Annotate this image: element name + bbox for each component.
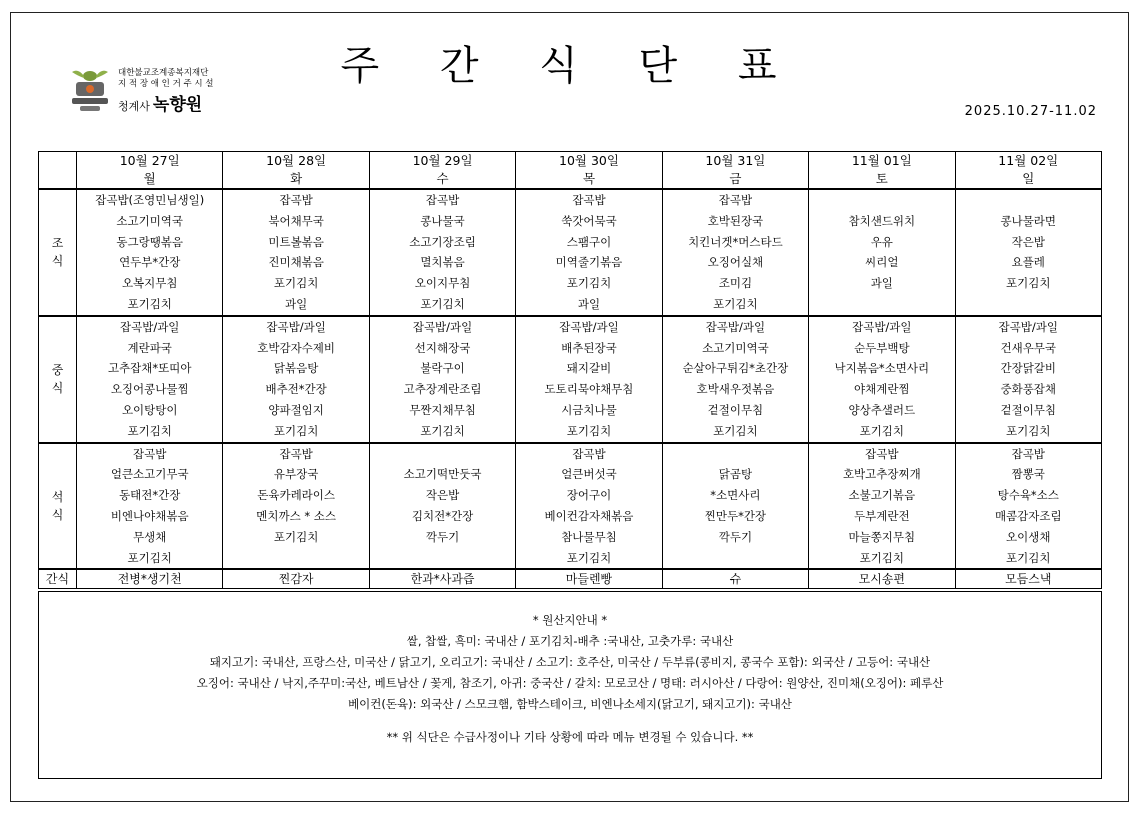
menu-item: 야채계란찜 bbox=[854, 382, 910, 397]
menu-item: 두부계란전 bbox=[854, 508, 910, 523]
menu-item: 호박된장국 bbox=[707, 213, 764, 228]
menu-change-note: ** 위 식단은 수급사정이나 기타 상황에 따라 메뉴 변경될 수 있습니다. ** bbox=[386, 730, 754, 744]
day-header bbox=[516, 152, 662, 190]
day-header bbox=[955, 152, 1101, 190]
menu-item bbox=[809, 294, 954, 315]
menu-item: 우유 bbox=[870, 234, 893, 249]
menu-item: 호박고추장찌개 bbox=[842, 467, 921, 482]
menu-item: 잡곡밥 bbox=[279, 446, 313, 461]
menu-item: 간장닭갈비 bbox=[1000, 361, 1057, 376]
menu-item: 포기김치 bbox=[859, 423, 905, 438]
menu-cell bbox=[77, 189, 223, 316]
menu-item: 포기김치 bbox=[420, 423, 465, 438]
menu-cell bbox=[77, 443, 223, 570]
menu-item: 진미채볶음 bbox=[268, 255, 324, 270]
menu-item: 포기김치 bbox=[1006, 423, 1051, 438]
menu-item: 포기김치 bbox=[420, 296, 465, 311]
day-weekday: 토 bbox=[875, 171, 888, 186]
logo-name-small: 청계사 bbox=[118, 100, 150, 113]
menu-item: 장어구이 bbox=[566, 488, 612, 503]
menu-item: 중화풍잡채 bbox=[1000, 382, 1057, 397]
menu-item: 잡곡밥/과일 bbox=[266, 319, 326, 334]
menu-item: 매콤감자조림 bbox=[994, 508, 1062, 523]
menu-item: 양파절임지 bbox=[268, 402, 324, 417]
menu-item: 깍두기 bbox=[718, 529, 753, 544]
menu-item: 미트볼볶음 bbox=[268, 234, 324, 249]
day-date: 10월 27일 bbox=[119, 153, 180, 168]
menu-item: 소고기장조림 bbox=[409, 234, 476, 249]
menu-cell bbox=[809, 443, 955, 570]
menu-item: 포기김치 bbox=[713, 423, 758, 438]
menu-item: 콩나물국 bbox=[420, 213, 465, 228]
meal-label-char: 중 bbox=[51, 363, 64, 378]
menu-item: 짬뽕국 bbox=[1011, 467, 1045, 482]
menu-item: 북어채무국 bbox=[268, 213, 324, 228]
menu-cell bbox=[662, 316, 808, 443]
snack-row bbox=[39, 569, 1102, 589]
menu-item: 낙지볶음*소면사리 bbox=[834, 361, 930, 376]
menu-item: 순살아구튀김*초간장 bbox=[682, 361, 789, 376]
menu-item: 양상추샐러드 bbox=[848, 402, 916, 417]
menu-cell bbox=[77, 316, 223, 443]
breakfast-row bbox=[39, 189, 1102, 316]
menu-item: 참치샌드위치 bbox=[848, 213, 916, 228]
menu-item: 순두부백탕 bbox=[854, 340, 910, 355]
menu-cell bbox=[369, 443, 515, 570]
menu-item: 멸치볶음 bbox=[420, 255, 465, 270]
date-range: 2025.10.27-11.02 bbox=[964, 104, 1097, 119]
menu-item: 잡곡밥/과일 bbox=[998, 319, 1058, 334]
menu-item: 돈육카레라이스 bbox=[257, 488, 336, 503]
menu-cell bbox=[662, 443, 808, 570]
menu-item: 호박감자수제비 bbox=[257, 340, 336, 355]
menu-item: 마늘쫑지무침 bbox=[848, 529, 916, 544]
logo-name-big: 녹향원 bbox=[152, 95, 203, 115]
menu-item: 돼지갈비 bbox=[566, 361, 612, 376]
menu-item: 오이지무침 bbox=[414, 276, 471, 291]
meal-label-char: 식 bbox=[51, 381, 64, 396]
menu-item: 무생채 bbox=[133, 529, 167, 544]
meal-label-char: 식 bbox=[51, 507, 64, 522]
menu-item: 소고기떡만둣국 bbox=[403, 467, 482, 482]
menu-item: 멘치까스 * 소스 bbox=[256, 508, 336, 523]
meal-label-char: 석 bbox=[51, 489, 64, 504]
day-header bbox=[223, 152, 369, 190]
menu-item: 동태전*간장 bbox=[119, 488, 181, 503]
menu-item: 오징어콩나물찜 bbox=[110, 382, 189, 397]
menu-item: 잡곡밥/과일 bbox=[120, 319, 180, 334]
menu-cell bbox=[809, 189, 955, 316]
snack-cell: 슈 bbox=[662, 569, 808, 589]
snack-cell: 한과*사과즙 bbox=[369, 569, 515, 589]
menu-item: 불락구이 bbox=[420, 361, 465, 376]
menu-item: 작은밥 bbox=[1011, 234, 1045, 249]
menu-item: 고추잡채*또띠아 bbox=[107, 361, 192, 376]
menu-item: 미역줄기볶음 bbox=[555, 255, 623, 270]
menu-item: 스팸구이 bbox=[566, 234, 612, 249]
menu-cell bbox=[955, 189, 1101, 316]
menu-item: 깍두기 bbox=[425, 529, 460, 544]
day-date: 11월 02일 bbox=[998, 153, 1059, 168]
origin-title: * 원산지안내 * bbox=[532, 613, 608, 627]
lunch-row bbox=[39, 316, 1102, 443]
menu-item: 치킨너겟*머스타드 bbox=[688, 234, 783, 249]
day-date: 10월 31일 bbox=[705, 153, 766, 168]
menu-item: 닭곰탕 bbox=[718, 467, 753, 482]
menu-item: 포기김치 bbox=[273, 423, 319, 438]
menu-item: 포기김치 bbox=[127, 296, 172, 311]
menu-item: 연두부*간장 bbox=[119, 255, 181, 270]
day-weekday: 일 bbox=[1022, 171, 1035, 186]
menu-item: 건새우무국 bbox=[1000, 340, 1057, 355]
menu-item: 비엔나야채볶음 bbox=[110, 508, 189, 523]
day-header bbox=[662, 152, 808, 190]
day-weekday: 월 bbox=[143, 171, 156, 186]
menu-item: 오복지무침 bbox=[121, 276, 178, 291]
menu-item: 소고기미역국 bbox=[702, 340, 769, 355]
origin-info-box bbox=[38, 591, 1102, 779]
menu-item: 잡곡밥/과일 bbox=[852, 319, 912, 334]
menu-item: 잡곡밥/과일 bbox=[559, 319, 619, 334]
menu-item: 포기김치 bbox=[1006, 550, 1051, 565]
meal-label-breakfast bbox=[39, 189, 77, 316]
day-date: 11월 01일 bbox=[851, 153, 912, 168]
menu-item: 얼큰소고기무국 bbox=[110, 467, 189, 482]
menu-item: 잡곡밥(조영민님생일) bbox=[95, 193, 205, 207]
menu-item: 잡곡밥 bbox=[718, 193, 753, 207]
menu-item: 배추전*간장 bbox=[265, 382, 327, 397]
menu-item: 선지해장국 bbox=[414, 340, 471, 355]
menu-item: 포기김치 bbox=[127, 550, 172, 565]
logo-org-line2: 지 적 장 애 인 거 주 시 설 bbox=[118, 79, 214, 89]
dinner-row bbox=[39, 443, 1102, 570]
menu-item bbox=[663, 548, 808, 569]
table-header-row bbox=[39, 152, 1102, 190]
menu-item: 겉절이무침 bbox=[1000, 402, 1057, 417]
menu-item: 잡곡밥 bbox=[572, 446, 606, 461]
day-weekday: 금 bbox=[729, 171, 742, 186]
page-title: 주 간 식 단 표 bbox=[340, 43, 801, 89]
menu-cell bbox=[955, 443, 1101, 570]
menu-item: *소면사리 bbox=[710, 488, 761, 503]
meal-label-dinner bbox=[39, 443, 77, 570]
menu-item: 요플레 bbox=[1011, 255, 1045, 270]
menu-item: 참나물무침 bbox=[561, 529, 617, 544]
day-date: 10월 29일 bbox=[412, 153, 473, 168]
menu-cell bbox=[955, 316, 1101, 443]
menu-item bbox=[663, 444, 808, 465]
menu-cell bbox=[369, 316, 515, 443]
origin-line: 돼지고기: 국내산, 프랑스산, 미국산 / 닭고기, 오리고기: 국내산 / 소고기: 호주산, 미국산 / 두부류(콩비지, 콩국수 포함): 외국산 / 고등어: 국내산 bbox=[209, 655, 931, 669]
day-header bbox=[369, 152, 515, 190]
meal-label-snack: 간식 bbox=[39, 569, 77, 589]
menu-item: 잡곡밥/과일 bbox=[412, 319, 473, 334]
menu-cell bbox=[662, 189, 808, 316]
menu-cell bbox=[223, 443, 369, 570]
menu-item: 베이컨감자채볶음 bbox=[544, 508, 634, 523]
menu-item bbox=[370, 444, 515, 465]
menu-item bbox=[809, 190, 954, 211]
menu-cell bbox=[516, 316, 662, 443]
menu-item: 계란파국 bbox=[127, 340, 172, 355]
menu-item: 잡곡밥 bbox=[133, 446, 167, 461]
menu-item: 오이탕탕이 bbox=[121, 402, 178, 417]
menu-item: 포기김치 bbox=[713, 296, 758, 311]
menu-item: 소불고기볶음 bbox=[848, 488, 916, 503]
day-weekday: 화 bbox=[290, 171, 303, 186]
menu-cell bbox=[223, 316, 369, 443]
day-weekday: 수 bbox=[436, 171, 449, 186]
menu-item: 닭볶음탕 bbox=[273, 361, 319, 376]
menu-item: 시금치나물 bbox=[561, 402, 617, 417]
menu-item: 조미김 bbox=[718, 276, 753, 291]
menu-item: 과일 bbox=[577, 296, 601, 311]
menu-item: 도토리묵야채무침 bbox=[544, 382, 634, 397]
menu-item: 포기김치 bbox=[127, 423, 172, 438]
menu-item bbox=[370, 548, 515, 569]
menu-item: 오징어실채 bbox=[707, 255, 764, 270]
menu-item: 포기김치 bbox=[859, 550, 905, 565]
logo-org-line1: 대한불교조계종복지재단 bbox=[118, 68, 209, 78]
menu-item: 잡곡밥 bbox=[1011, 446, 1045, 461]
day-header bbox=[809, 152, 955, 190]
snack-cell: 마들렌빵 bbox=[516, 569, 662, 589]
menu-item: 호박새우젓볶음 bbox=[696, 382, 775, 397]
menu-item bbox=[223, 548, 368, 569]
menu-item: 잡곡밥 bbox=[865, 446, 899, 461]
meal-label-lunch bbox=[39, 316, 77, 443]
snack-cell: 찐감자 bbox=[223, 569, 369, 589]
menu-item: 잡곡밥 bbox=[425, 193, 460, 207]
menu-item: 포기김치 bbox=[1006, 276, 1051, 291]
menu-item: 잡곡밥/과일 bbox=[705, 319, 766, 334]
menu-item: 겉절이무침 bbox=[707, 402, 764, 417]
menu-cell bbox=[223, 189, 369, 316]
menu-item bbox=[956, 190, 1101, 211]
origin-line: 쌀, 찹쌀, 흑미: 국내산 / 포기김치-배추 :국내산, 고춧가루: 국내산 bbox=[406, 634, 734, 648]
day-date: 10월 28일 bbox=[266, 153, 327, 168]
menu-cell bbox=[516, 189, 662, 316]
menu-item: 탕수육*소스 bbox=[997, 488, 1059, 503]
menu-item: 잡곡밥 bbox=[279, 193, 313, 207]
menu-item: 과일 bbox=[870, 276, 893, 291]
day-date: 10월 30일 bbox=[559, 153, 619, 168]
snack-cell: 모듬스낵 bbox=[955, 569, 1101, 589]
menu-cell bbox=[369, 189, 515, 316]
menu-item: 유부장국 bbox=[273, 467, 319, 482]
snack-cell: 전병*생기천 bbox=[77, 569, 223, 589]
menu-item: 오이생채 bbox=[1006, 529, 1051, 544]
menu-item: 포기김치 bbox=[566, 276, 612, 291]
menu-item: 찐만두*간장 bbox=[704, 508, 767, 523]
weekly-menu-table bbox=[38, 151, 1102, 589]
menu-item: 무짠지채무침 bbox=[409, 402, 476, 417]
menu-item: 잡곡밥 bbox=[572, 193, 606, 207]
origin-line: 베이컨(돈육): 외국산 / 스모크햄, 함박스테이크, 비엔나소세지(닭고기, 돼지고기): 국내산 bbox=[348, 697, 792, 711]
menu-item bbox=[956, 294, 1101, 315]
menu-item: 씨리얼 bbox=[865, 255, 899, 270]
meal-label-char: 조 bbox=[51, 236, 64, 251]
menu-item: 작은밥 bbox=[425, 488, 460, 503]
menu-item: 김치전*간장 bbox=[411, 508, 474, 523]
menu-cell bbox=[516, 443, 662, 570]
menu-item: 포기김치 bbox=[566, 423, 612, 438]
menu-item: 포기김치 bbox=[273, 529, 319, 544]
menu-item: 소고기미역국 bbox=[116, 213, 184, 228]
menu-item: 고추장계란조림 bbox=[403, 382, 482, 397]
menu-cell bbox=[809, 316, 955, 443]
day-weekday: 목 bbox=[582, 171, 596, 186]
menu-item: 얼큰버섯국 bbox=[561, 467, 617, 482]
meal-label-char: 식 bbox=[51, 254, 64, 269]
menu-item: 쑥갓어묵국 bbox=[561, 213, 617, 228]
menu-item: 콩나물라면 bbox=[1000, 213, 1057, 228]
corner-cell bbox=[39, 152, 77, 190]
menu-item: 포기김치 bbox=[273, 276, 319, 291]
snack-cell: 모시송편 bbox=[809, 569, 955, 589]
menu-item: 동그랑땡볶음 bbox=[116, 234, 184, 249]
menu-item: 과일 bbox=[285, 296, 308, 311]
origin-line: 오징어: 국내산 / 낙지,주꾸미:국산, 베트남산 / 꽃게, 참조기, 아귀: 중국산 / 갈치: 모로코산 / 명태: 러시아산 / 다랑어: 원양산, 진미채(오징어): 페루산 bbox=[196, 676, 944, 690]
menu-item: 포기김치 bbox=[566, 550, 612, 565]
menu-item: 배추된장국 bbox=[561, 340, 617, 355]
day-header bbox=[77, 152, 223, 190]
